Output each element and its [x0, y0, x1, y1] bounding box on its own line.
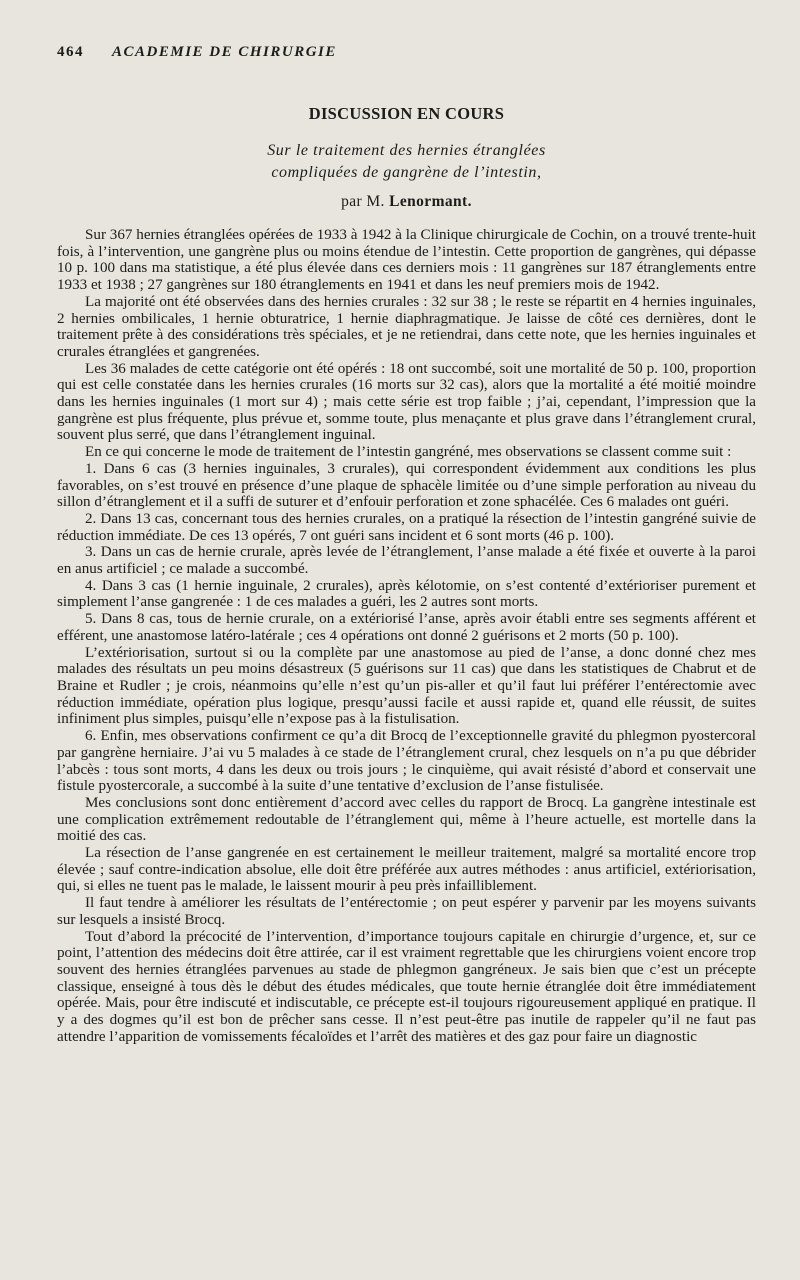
article-title-line-2: compliquées de gangrène de l’intestin, [271, 164, 542, 181]
paragraph: 6. Enfin, mes observations confirment ce qu’a dit Brocq de l’exceptionnelle gravité du phlegmon pyostercoral par gangrène herniaire. J’ai vu 5 malades à ce stade de l’étranglement crural, chez lesquels on n’a pu que débrider l’abcès : tous sont morts, 4 dans les deux ou trois jours ; le cinquième, qui avait résisté d’abord et conservait une fistule pyostercorale, a succombé à la suite d’une tentative d’exclusion de l’anse fistulisée. [57, 728, 756, 795]
paper-stain [120, 900, 200, 950]
paragraph: La majorité ont été observées dans des hernies crurales : 32 sur 38 ; le reste se répartit en 4 hernies inguinales, 2 hernies ombilicales, 1 hernie obturatrice, 1 hernie diaphragmatique. Je laisse de côté ces dernières, dont le traitement prête à des considérations très spéciales, et je ne retiendrai, dans cette note, que les hernies inguinales et crurales étranglées et gangrenées. [57, 293, 756, 360]
paragraph: 5. Dans 8 cas, tous de hernie crurale, on a extériorisé l’anse, après avoir établi entre ses segments afférent et efférent, une anastomose latéro-latérale ; ces 4 opérations ont donné 2 guérisons et 2 morts (50 p. 100). [57, 611, 756, 644]
paragraph: Sur 367 hernies étranglées opérées de 1933 à 1942 à la Clinique chirurgicale de Cochin, on a trouvé trente-huit fois, à l’intervention, une gangrène plus ou moins étendue de l’intestin. Cette proportion de gangrènes, qui dépasse 10 p. 100 dans ma statistique, a été plus élevée dans ces derniers mois : 11 gangrènes sur 187 étranglements entre 1933 et 1938 ; 27 gangrènes sur 180 étranglements en 1941 et dans les neuf premiers mois de 1942. [57, 227, 756, 294]
paragraph: En ce qui concerne le mode de traitement de l’intestin gangréné, mes observations se classent comme suit : [85, 444, 732, 461]
paper-stain [420, 300, 480, 340]
paragraph: 4. Dans 3 cas (1 hernie inguinale, 2 crurales), après kélotomie, on s’est contenté d’extérioriser purement et simplement l’anse gangrenée : 1 de ces malades a guéri, les 2 autres sont morts. [57, 577, 756, 611]
journal-title: ACADEMIE DE CHIRURGIE [112, 44, 337, 60]
paragraph: L’extériorisation, surtout si ou la complète par une anastomose au pied de l’anse, a donc donné chez mes malades des résultats un peu moins désastreux (5 guérisons sur 11 cas) que dans les statistiques de Chabrut et de Braine et Rudler ; je crois, néanmoins qu’elle n’est qu’un pis-aller et qu’il faut lui préférer l’entérectomie avec réduction immédiate, opération plus logique, presqu’aussi facile et aussi rapide et, quand elle réussit, de suites infiniment plus simples, puisqu’elle n’expose pas à la fistulisation. [57, 644, 756, 728]
paragraph: Tout d’abord la précocité de l’intervention, d’importance toujours capitale en chirurgie d’urgence, et, sur ce point, l’attention des médecins doit être attirée, car il est vraiment regrettable que les chirurgiens voient encore trop souvent des hernies étranglées parvenues au stade de phlegmon gangréneux. Je sais bien que c’est un précepte classique, enseigné à tous dès le début des études médicales, que toute hernie étranglée doit être immédiatement opérée. Mais, pour être indiscuté et indiscutable, ce précepte est-il toujours rigoureusement appliqué en pratique. Il y a des dogmes qu’il est bon de prêcher sans cesse. Il n’est peut-être pas inutile de rappeler qu’il ne faut pas attendre l’apparition de vomissements fécaloïdes et l’arrêt des matières et des gaz pour faire un diagnostic [57, 928, 756, 1045]
paragraph: 1. Dans 6 cas (3 hernies inguinales, 3 crurales), qui correspondent évidemment aux conditions les plus favorables, on s’est trouvé en présence d’une plaque de sphacèle limitée ou d’une simple perforation au niveau du sillon d’étranglement et il a suffi de suturer et d’enfouir perforation et zone sphacélée. Ces 6 malades ont guéri. [57, 460, 756, 511]
author-name: Lenormant. [389, 193, 472, 210]
running-header [57, 44, 756, 68]
paragraph: 3. Dans un cas de hernie crurale, après levée de l’étranglement, l’anse malade a été fixée et ouverte à la paroi en anus artificiel ; ce malade a succombé. [57, 544, 756, 578]
page-number: 464 [57, 44, 84, 60]
section-title: DISCUSSION EN COURS [308, 104, 505, 123]
paragraph: Mes conclusions sont donc entièrement d’accord avec celles du rapport de Brocq. La gangrène intestinale est une complication extrêmement redoutable de l’étranglement qui, même à l’heure actuelle, est mortelle dans la moitié des cas. [57, 794, 756, 845]
byline [57, 193, 756, 211]
paragraph: Il faut tendre à améliorer les résultats de l’entérectomie ; on peut espérer y parvenir par les moyens suivants sur lesquels a insisté Brocq. [57, 895, 756, 928]
paragraph: La résection de l’anse gangrenée en est certainement le meilleur traitement, malgré sa mortalité encore trop élevée ; sauf contre-indication absolue, elle doit être préférée aux autres méthodes : anus artificiel, extériorisation, qui, si elles ne tuent pas le malade, le laissent mourir à peu près infailliblement. [57, 845, 756, 895]
article-title-line-1: Sur le traitement des hernies étranglées [267, 142, 546, 159]
paragraph: Les 36 malades de cette catégorie ont été opérés : 18 ont succombé, soit une mortalité de 50 p. 100, proportion qui est celle constatée dans les hernies crurales (16 morts sur 32 cas), alors que la mortalité a été moitié moindre dans les hernies inguinales (1 mort sur 4) ; mais cette série est trop faible ; j’ai, cependant, l’impression que la gangrène est plus fréquente, plus prévue et, somme toute, plus menaçante et plus grave dans l’étranglement crural, souvent plus serré, que dans l’étranglement inguinal. [57, 360, 756, 444]
paragraph: 2. Dans 13 cas, concernant tous des hernies crurales, on a pratiqué la résection de l’intestin gangréné suivie de réduction immédiate. De ces 13 opérés, 7 ont guéri sans incident et 6 sont morts (46 p. 100). [57, 510, 756, 544]
byline-prefix: par M. [341, 193, 385, 210]
article-title [57, 140, 756, 184]
